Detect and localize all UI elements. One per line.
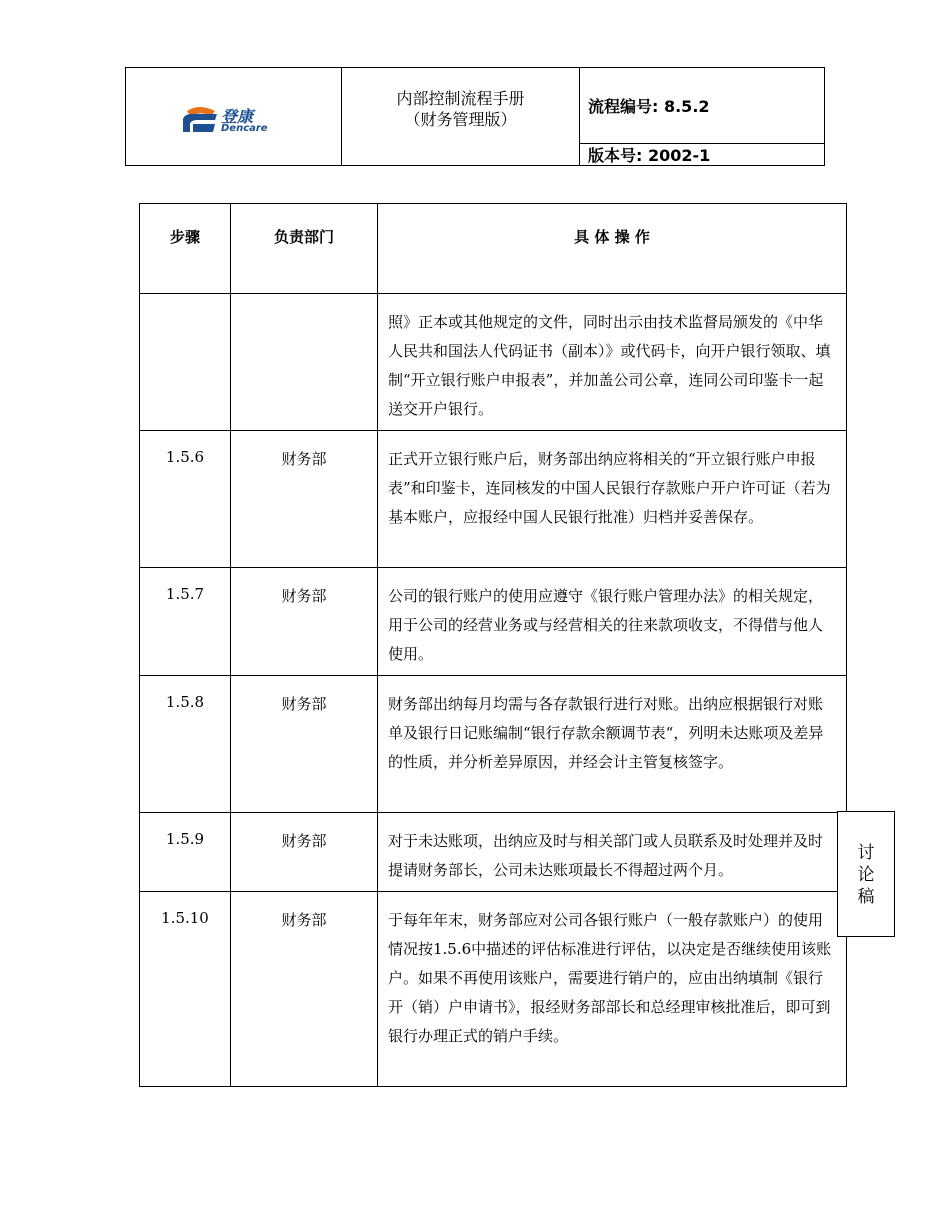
department-cell: 财务部 — [231, 813, 378, 892]
draft-stamp-char: 稿 — [857, 887, 875, 907]
company-logo — [181, 105, 271, 137]
version-number: 版本号: 2002-1 — [588, 146, 711, 165]
manual-title-line2: （财务管理版） — [404, 110, 517, 129]
operation-cell: 财务部出纳每月均需与各存款银行进行对账。出纳应根据银行对账单及银行日记账编制“银行存款余额调节表“，列明未达账项及差异的性质，并分析差异原因，并经会计主管复核签字。 — [378, 676, 847, 813]
procedure-table — [139, 203, 847, 1087]
operation-cell: 正式开立银行账户后，财务部出纳应将相关的“开立银行账户申报表”和印鉴卡，连同核发的中国人民银行存款账户开户许可证（若为基本账户，应报经中国人民银行批准）归档并妥善保存。 — [378, 431, 847, 568]
table-row — [140, 676, 847, 813]
step-cell — [140, 294, 231, 431]
logo-brand-en: Dencare — [221, 123, 268, 134]
header-step: 步骤 — [140, 204, 231, 294]
header-operation: 具 体 操 作 — [378, 204, 847, 294]
table-row — [140, 431, 847, 568]
step-cell: 1.5.6 — [140, 431, 231, 568]
manual-title — [342, 68, 580, 165]
document-header — [125, 67, 825, 166]
table-row — [140, 568, 847, 676]
department-cell: 财务部 — [231, 568, 378, 676]
step-cell: 1.5.8 — [140, 676, 231, 813]
logo-mark-icon — [181, 105, 221, 135]
logo-brand-cn: 登康 — [221, 107, 254, 126]
operation-cell: 公司的银行账户的使用应遵守《银行账户管理办法》的相关规定，用于公司的经营业务或与经营相关的往来款项收支，不得借与他人使用。 — [378, 568, 847, 676]
department-cell: 财务部 — [231, 892, 378, 1087]
table-row — [140, 892, 847, 1087]
logo-cell — [126, 68, 342, 165]
header-department: 负责部门 — [231, 204, 378, 294]
department-cell — [231, 294, 378, 431]
operation-cell: 照》正本或其他规定的文件，同时出示由技术监督局颁发的《中华人民共和国法人代码证书（副本）》或代码卡，向开户银行领取、填制“开立银行账户申报表”，并加盖公司公章，连同公司印鉴卡一起送交开户银行。 — [378, 294, 847, 431]
department-cell: 财务部 — [231, 676, 378, 813]
operation-cell: 于每年年末，财务部应对公司各银行账户（一般存款账户）的使用情况按1.5.6中描述的评估标准进行评估，以决定是否继续使用该账户。如果不再使用该账户，需要进行销户的，应由出纳填制《银行开（销）户申请书》，报经财务部部长和总经理审核批准后，即可到银行办理正式的销户手续。 — [378, 892, 847, 1087]
table-header-row — [140, 204, 847, 294]
step-cell: 1.5.7 — [140, 568, 231, 676]
process-code: 流程编号: 8.5.2 — [580, 68, 824, 144]
department-cell: 财务部 — [231, 431, 378, 568]
draft-stamp-char: 讨 — [857, 843, 875, 863]
table-row — [140, 294, 847, 431]
table-row — [140, 813, 847, 892]
step-cell: 1.5.10 — [140, 892, 231, 1087]
draft-stamp — [837, 811, 895, 937]
manual-title-line1: 内部控制流程手册 — [396, 89, 525, 108]
step-cell: 1.5.9 — [140, 813, 231, 892]
operation-cell: 对于未达账项，出纳应及时与相关部门或人员联系及时处理并及时提请财务部长，公司未达账项最长不得超过两个月。 — [378, 813, 847, 892]
draft-stamp-char: 论 — [857, 865, 875, 885]
